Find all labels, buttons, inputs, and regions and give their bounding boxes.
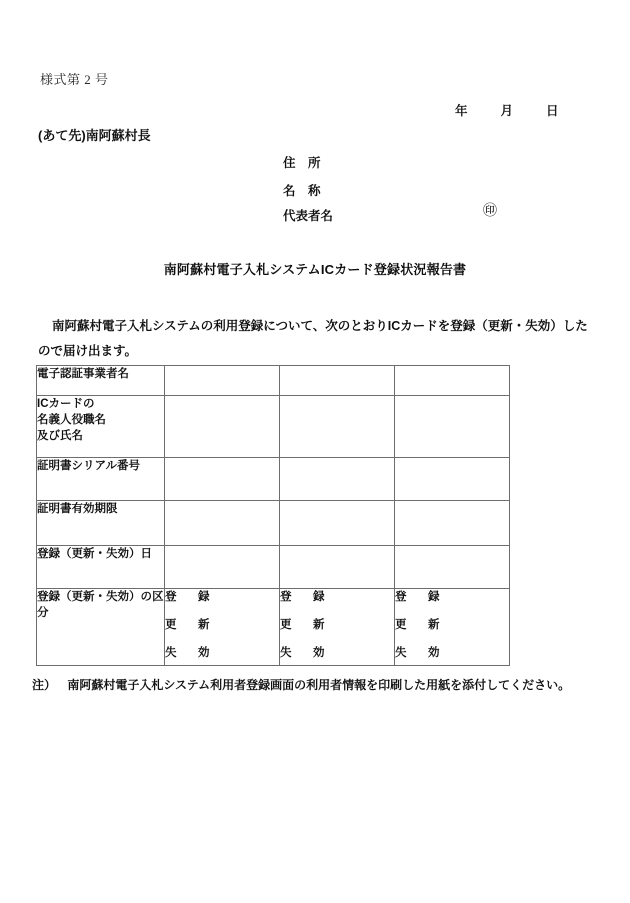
- table-row: [37, 396, 510, 458]
- document-title: 南阿蘇村電子入札システムICカード登録状況報告書: [163, 262, 467, 277]
- row-label-serial: [37, 458, 165, 501]
- ic-card-registration-table: [36, 365, 510, 666]
- sender-representative-label: 代表者名: [283, 209, 334, 223]
- choice-revocation-3[interactable]: 失 効: [395, 647, 445, 659]
- cell-provider-3[interactable]: [395, 366, 510, 396]
- choice-renewal-2[interactable]: 更 新: [280, 619, 330, 631]
- cell-provider-1[interactable]: [165, 366, 280, 396]
- row-label-text-line2: 名義人役職名: [37, 414, 106, 426]
- table-row: [37, 589, 510, 666]
- footnote-marker: 注）: [32, 678, 57, 692]
- cell-registration-date-1[interactable]: [165, 546, 280, 589]
- date-day-label: 日: [545, 104, 559, 118]
- table-row: [37, 458, 510, 501]
- row-label-text: 登録（更新・失効）の区: [37, 591, 164, 603]
- row-label-category: [37, 589, 165, 666]
- choice-revocation-1[interactable]: 失 効: [165, 647, 215, 659]
- sender-name-label: 名 称: [283, 184, 321, 198]
- cell-expiry-1[interactable]: [165, 501, 280, 546]
- date-year-label: 年: [455, 104, 468, 118]
- category-choices-1: [165, 589, 280, 666]
- footnote-text: 南阿蘇村電子入札システム利用者登録画面の利用者情報を印刷した用紙を添付してください。: [67, 678, 571, 692]
- table-row: [37, 501, 510, 546]
- row-label-text-line2: 分: [37, 607, 49, 619]
- table-row: [37, 366, 510, 396]
- cell-cardholder-1[interactable]: [165, 396, 280, 458]
- cell-cardholder-2[interactable]: [280, 396, 395, 458]
- body-paragraph: 南阿蘇村電子入札システムの利用登録について、次のとおりICカードを登録（更新・失効）したので届け出ます。: [38, 319, 588, 358]
- table-row: [37, 546, 510, 589]
- cell-expiry-2[interactable]: [280, 501, 395, 546]
- row-label-expiry: [37, 501, 165, 546]
- cell-serial-1[interactable]: [165, 458, 280, 501]
- row-label-text: 証明書シリアル番号: [37, 460, 141, 472]
- footnote: [32, 676, 570, 693]
- choice-registration-1[interactable]: 登 録: [165, 591, 215, 603]
- row-label-cardholder: [37, 396, 165, 458]
- choice-revocation-2[interactable]: 失 効: [280, 647, 330, 659]
- form-number: 様式第 2 号: [40, 72, 109, 87]
- category-choices-3: [395, 589, 510, 666]
- cell-registration-date-2[interactable]: [280, 546, 395, 589]
- cell-registration-date-3[interactable]: [395, 546, 510, 589]
- row-label-text: 証明書有効期限: [37, 503, 118, 515]
- choice-registration-2[interactable]: 登 録: [280, 591, 330, 603]
- sender-address-label: 住 所: [283, 156, 321, 170]
- cell-expiry-3[interactable]: [395, 501, 510, 546]
- date-month-label: 月: [500, 104, 513, 118]
- choice-renewal-1[interactable]: 更 新: [165, 619, 215, 631]
- cell-serial-3[interactable]: [395, 458, 510, 501]
- addressee-line: (あて先)南阿蘇村長: [38, 128, 151, 143]
- choice-registration-3[interactable]: 登 録: [395, 591, 445, 603]
- cell-serial-2[interactable]: [280, 458, 395, 501]
- cell-provider-2[interactable]: [280, 366, 395, 396]
- row-label-registration-date: [37, 546, 165, 589]
- row-label-text: ICカードの: [37, 398, 95, 410]
- seal-icon: ㊞: [483, 203, 497, 219]
- date-line: [455, 101, 558, 119]
- row-label-text: 電子認証事業者名: [37, 368, 129, 380]
- row-label-provider: [37, 366, 165, 396]
- row-label-text: 登録（更新・失効）日: [37, 548, 152, 560]
- cell-cardholder-3[interactable]: [395, 396, 510, 458]
- row-label-text-line3: 及び氏名: [37, 430, 83, 442]
- category-choices-2: [280, 589, 395, 666]
- choice-renewal-3[interactable]: 更 新: [395, 619, 445, 631]
